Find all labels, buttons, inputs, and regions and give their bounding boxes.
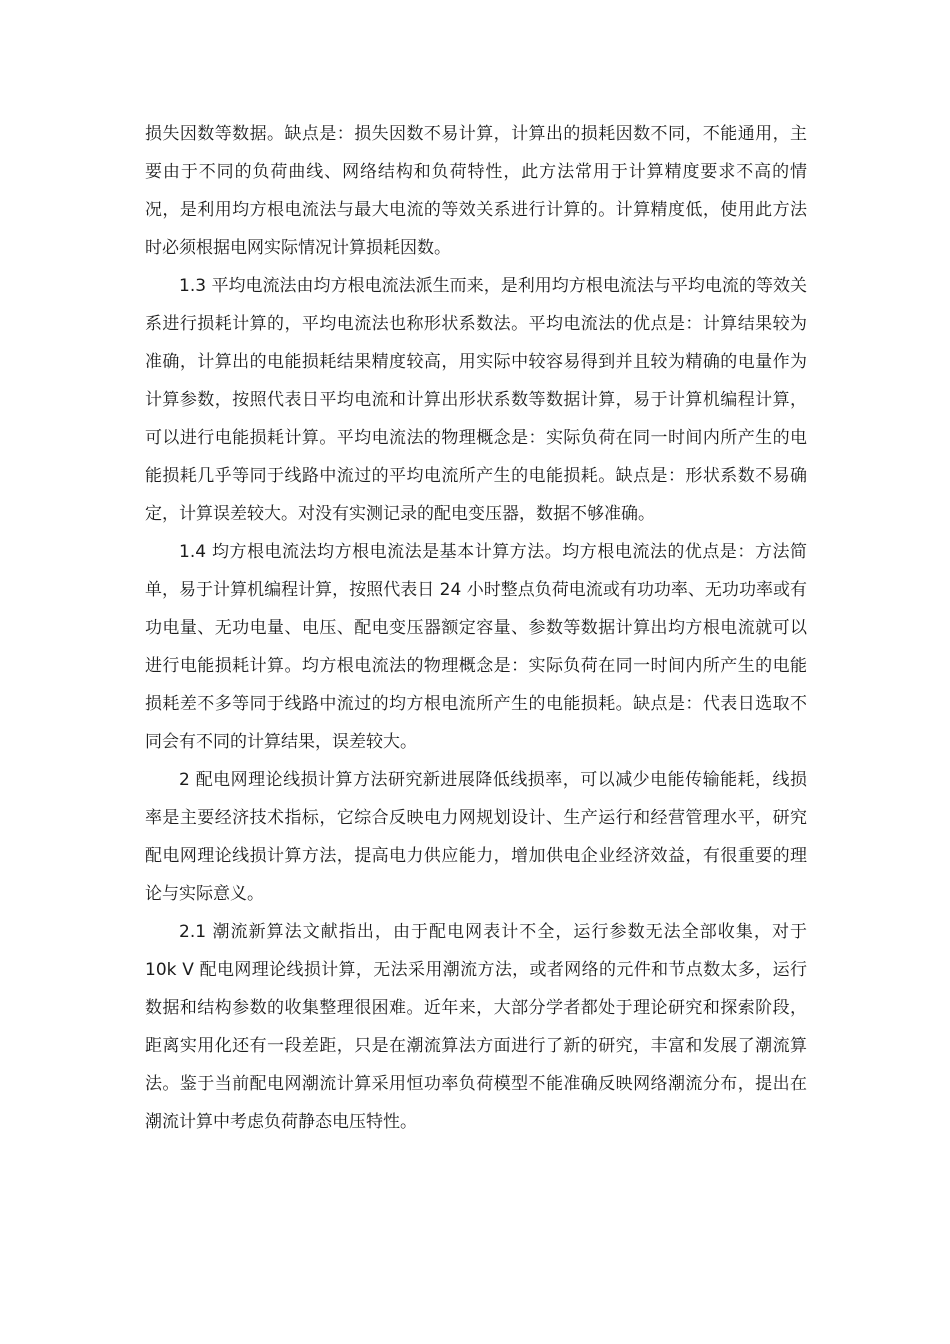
paragraph-new-progress: 2 配电网理论线损计算方法研究新进展降低线损率，可以减少电能传输能耗，线损率是主要经济技术指标，它综合反映电力网规划设计、生产运行和经营管理水平，研究配电网理论线损计算方法，提高电力供应能力，增加供电企业经济效益，有很重要的理论与实际意义。: [145, 770, 807, 904]
document-body: [145, 115, 807, 1141]
paragraph-rms-current-method: 1.4 均方根电流法均方根电流法是基本计算方法。均方根电流法的优点是：方法简单，易于计算机编程计算，按照代表日 24 小时整点负荷电流或有功功率、无功功率或有功电量、无功电量、电压、配电变压器额定容量、参数等数据计算出均方根电流就可以进行电能损耗计算。均方根电流法的物理概念是：实际负荷在同一时间内所产生的电能损耗差不多等同于线路中流过的均方根电流所产生的电能损耗。缺点是：代表日选取不同会有不同的计算结果，误差较大。: [145, 542, 807, 752]
paragraph-average-current-method: 1.3 平均电流法由均方根电流法派生而来，是利用均方根电流法与平均电流的等效关系进行损耗计算的，平均电流法也称形状系数法。平均电流法的优点是：计算结果较为准确，计算出的电能损耗结果精度较高，用实际中较容易得到并且较为精确的电量作为计算参数，按照代表日平均电流和计算出形状系数等数据计算，易于计算机编程计算，可以进行电能损耗计算。平均电流法的物理概念是：实际负荷在同一时间内所产生的电能损耗几乎等同于线路中流过的平均电流所产生的电能损耗。缺点是：形状系数不易确定，计算误差较大。对没有实测记录的配电变压器，数据不够准确。: [145, 276, 807, 524]
paragraph-loss-factor-continued: 损失因数等数据。缺点是：损失因数不易计算，计算出的损耗因数不同，不能通用，主要由于不同的负荷曲线、网络结构和负荷特性，此方法常用于计算精度要求不高的情况，是利用均方根电流法与最大电流的等效关系进行计算的。计算精度低，使用此方法时必须根据电网实际情况计算损耗因数。: [145, 124, 807, 258]
paragraph-power-flow-algorithm: 2.1 潮流新算法文献指出，由于配电网表计不全，运行参数无法全部收集，对于 10k V 配电网理论线损计算，无法采用潮流方法，或者网络的元件和节点数太多，运行数据和结构参数的收集整理很困难。近年来，大部分学者都处于理论研究和探索阶段，距离实用化还有一段差距，只是在潮流算法方面进行了新的研究，丰富和发展了潮流算法。鉴于当前配电网潮流计算采用恒功率负荷模型不能准确反映网络潮流分布，提出在潮流计算中考虑负荷静态电压特性。: [145, 922, 807, 1132]
